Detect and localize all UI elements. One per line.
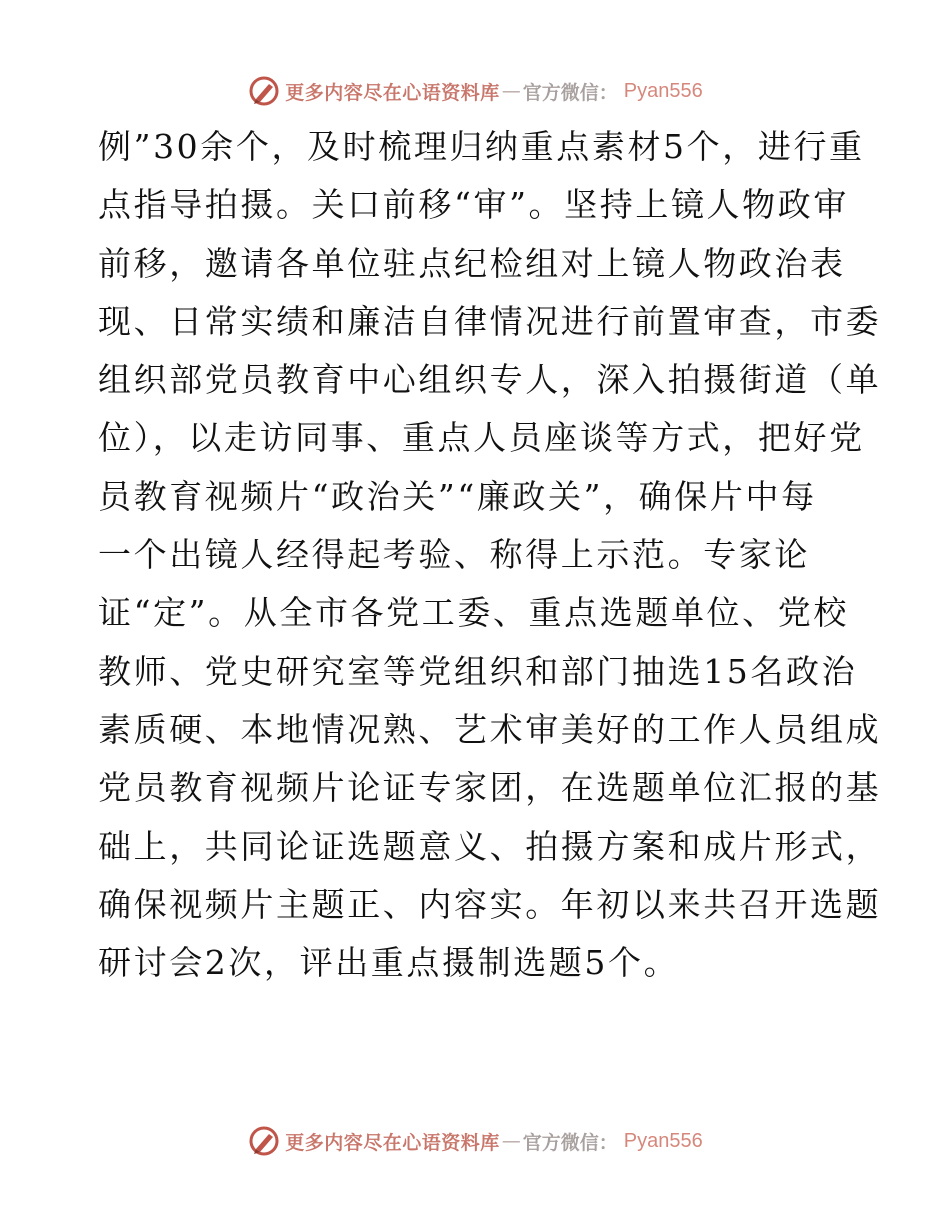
text-line: 例”30余个，及时梳理归纳重点素材5个，进行重 bbox=[98, 127, 865, 166]
pen-circle-logo-icon bbox=[247, 1124, 281, 1158]
text-line: 现、日常实绩和廉洁自律情况进行前置审查，市委 bbox=[98, 301, 882, 341]
header-wechat-id: Pyan556 bbox=[623, 79, 703, 102]
header-wechat-label: 官方微信： bbox=[522, 81, 618, 104]
text-line: 础上，共同论证选题意义、拍摄方案和成片形式， bbox=[98, 826, 882, 866]
footer-wechat-id: Pyan556 bbox=[623, 1129, 703, 1152]
footer-wechat-label: 官方微信： bbox=[522, 1131, 618, 1154]
header-brand-text: 更多内容尽在心语资料库 bbox=[285, 81, 500, 104]
text-line: 素质硬、本地情况熟、艺术审美好的工作人员组成 bbox=[98, 709, 882, 749]
header-dash: — bbox=[501, 80, 521, 102]
text-line: 前移，邀请各单位驻点纪检组对上镜人物政治表 bbox=[98, 243, 846, 283]
footer-dash: — bbox=[501, 1130, 521, 1152]
document-body bbox=[98, 118, 882, 992]
text-line: 位），以走访同事、重点人员座谈等方式，把好党 bbox=[98, 418, 865, 458]
text-line: 确保视频片主题正、内容实。年初以来共召开选题 bbox=[98, 884, 882, 924]
text-line: 教师、党史研究室等党组织和部门抽选15名政治 bbox=[98, 651, 858, 691]
text-line: 组织部党员教育中心组织专人，深入拍摄街道（单 bbox=[98, 360, 882, 400]
text-line: 研讨会2次，评出重点摄制选题5个。 bbox=[98, 943, 680, 983]
footer-brand-text: 更多内容尽在心语资料库 bbox=[285, 1131, 500, 1154]
text-line: 一个出镜人经得起考验、称得上示范。专家论 bbox=[98, 535, 810, 575]
header-watermark bbox=[0, 71, 950, 111]
text-line: 证“定”。从全市各党工委、重点选题单位、党校 bbox=[98, 593, 849, 633]
text-line: 点指导拍摄。关口前移“审”。坚持上镜人物政审 bbox=[98, 185, 849, 225]
text-line: 员教育视频片“政治关”“廉政关”，确保片中每 bbox=[98, 476, 817, 516]
text-line: 党员教育视频片论证专家团，在选题单位汇报的基 bbox=[98, 768, 882, 808]
footer-watermark bbox=[0, 1121, 950, 1161]
pen-circle-logo-icon bbox=[247, 74, 281, 108]
